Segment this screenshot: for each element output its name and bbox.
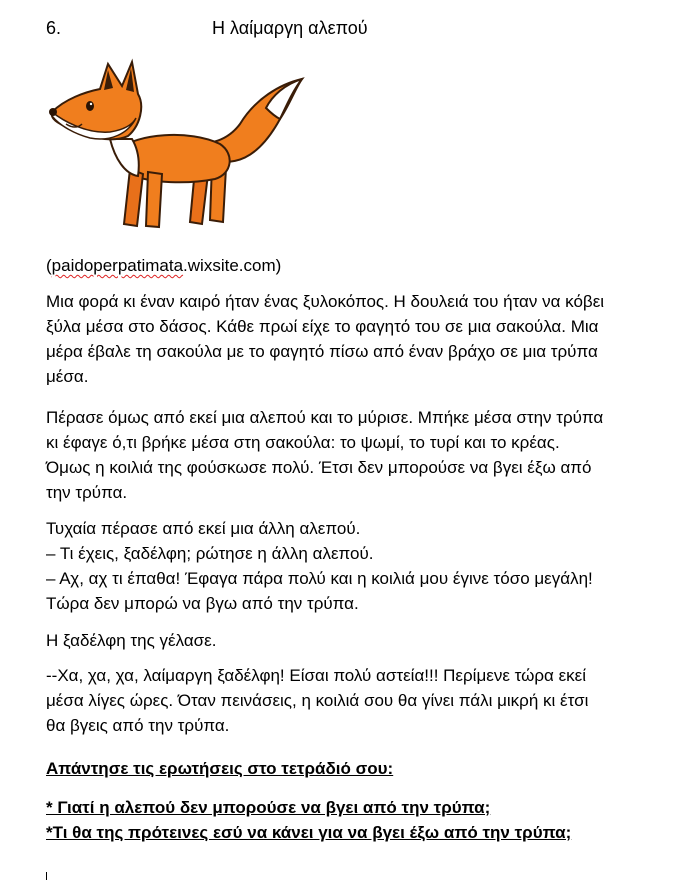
- story-number: 6.: [46, 18, 62, 38]
- question-2: *Τι θα της πρότεινες εσύ να κάνει για να βγει έξω από την τρύπα;: [46, 823, 572, 842]
- dialogue-line: – Τι έχεις, ξαδέλφη; ρώτησε η άλλη αλεπού.: [46, 544, 374, 563]
- text-cursor: [46, 872, 47, 880]
- dialogue-line: – Αχ, αχ τι έπαθα! Έφαγα πάρα πολύ και η κοιλιά μου έγινε τόσο μεγάλη! Τώρα δεν μπορώ να βγω από την τρύπα.: [46, 569, 593, 613]
- source-link: paidoperpatimata: [51, 256, 184, 275]
- fox-illustration: [40, 44, 310, 244]
- source-rest: .wixsite.com): [183, 256, 282, 275]
- source-open: (: [46, 256, 52, 275]
- paragraph-2: [46, 405, 606, 505]
- reply-paragraph: [46, 663, 606, 738]
- laugh-line: [46, 628, 606, 653]
- paragraph-text: Μια φορά κι έναν καιρό ήταν ένας ξυλοκόπος. Η δουλειά του ήταν να κόβει ξύλα μέσα στο δάσος. Κάθε πρωί είχε το φαγητό του σε μια σακούλα. Μια μέρα έβαλε τη σακούλα με το φαγητό πίσω από έναν βράχο σε μια τρύπα μέσα.: [46, 292, 605, 386]
- question-1: * Γιατί η αλεπού δεν μπορούσε να βγει από την τρύπα;: [46, 798, 491, 817]
- story-title: Η λαίμαργη αλεπού: [212, 18, 368, 38]
- questions-block: [46, 795, 576, 845]
- instructions-heading: [46, 756, 606, 781]
- dialogue-block: [46, 516, 606, 616]
- paragraph-text: Η ξαδέλφη της γέλασε.: [46, 631, 217, 650]
- instructions-text: Απάντησε τις ερωτήσεις στο τετράδιό σου:: [46, 759, 394, 778]
- dialogue-line: Τυχαία πέρασε από εκεί μια άλλη αλεπού.: [46, 519, 361, 538]
- paragraph-text: Πέρασε όμως από εκεί μια αλεπού και το μύρισε. Μπήκε μέσα στην τρύπα κι έφαγε ό,τι βρήκε μέσα στη σακούλα: το ψωμί, το τυρί και το κρέας. Όμως η κοιλιά της φούσκωσε πολύ. Έτσι δεν μπορούσε να βγει έξω από την τρύπα.: [46, 408, 604, 502]
- paragraph-text: --Χα, χα, χα, λαίμαργη ξαδέλφη! Είσαι πολύ αστεία!!! Περίμενε τώρα εκεί μέσα λίγες ώρες. Όταν πεινάσεις, η κοιλιά σου θα γίνει πάλι μικρή κι έτσι θα βγεις από την τρύπα.: [46, 666, 589, 735]
- image-source-credit: [46, 256, 281, 276]
- paragraph-1: [46, 289, 606, 389]
